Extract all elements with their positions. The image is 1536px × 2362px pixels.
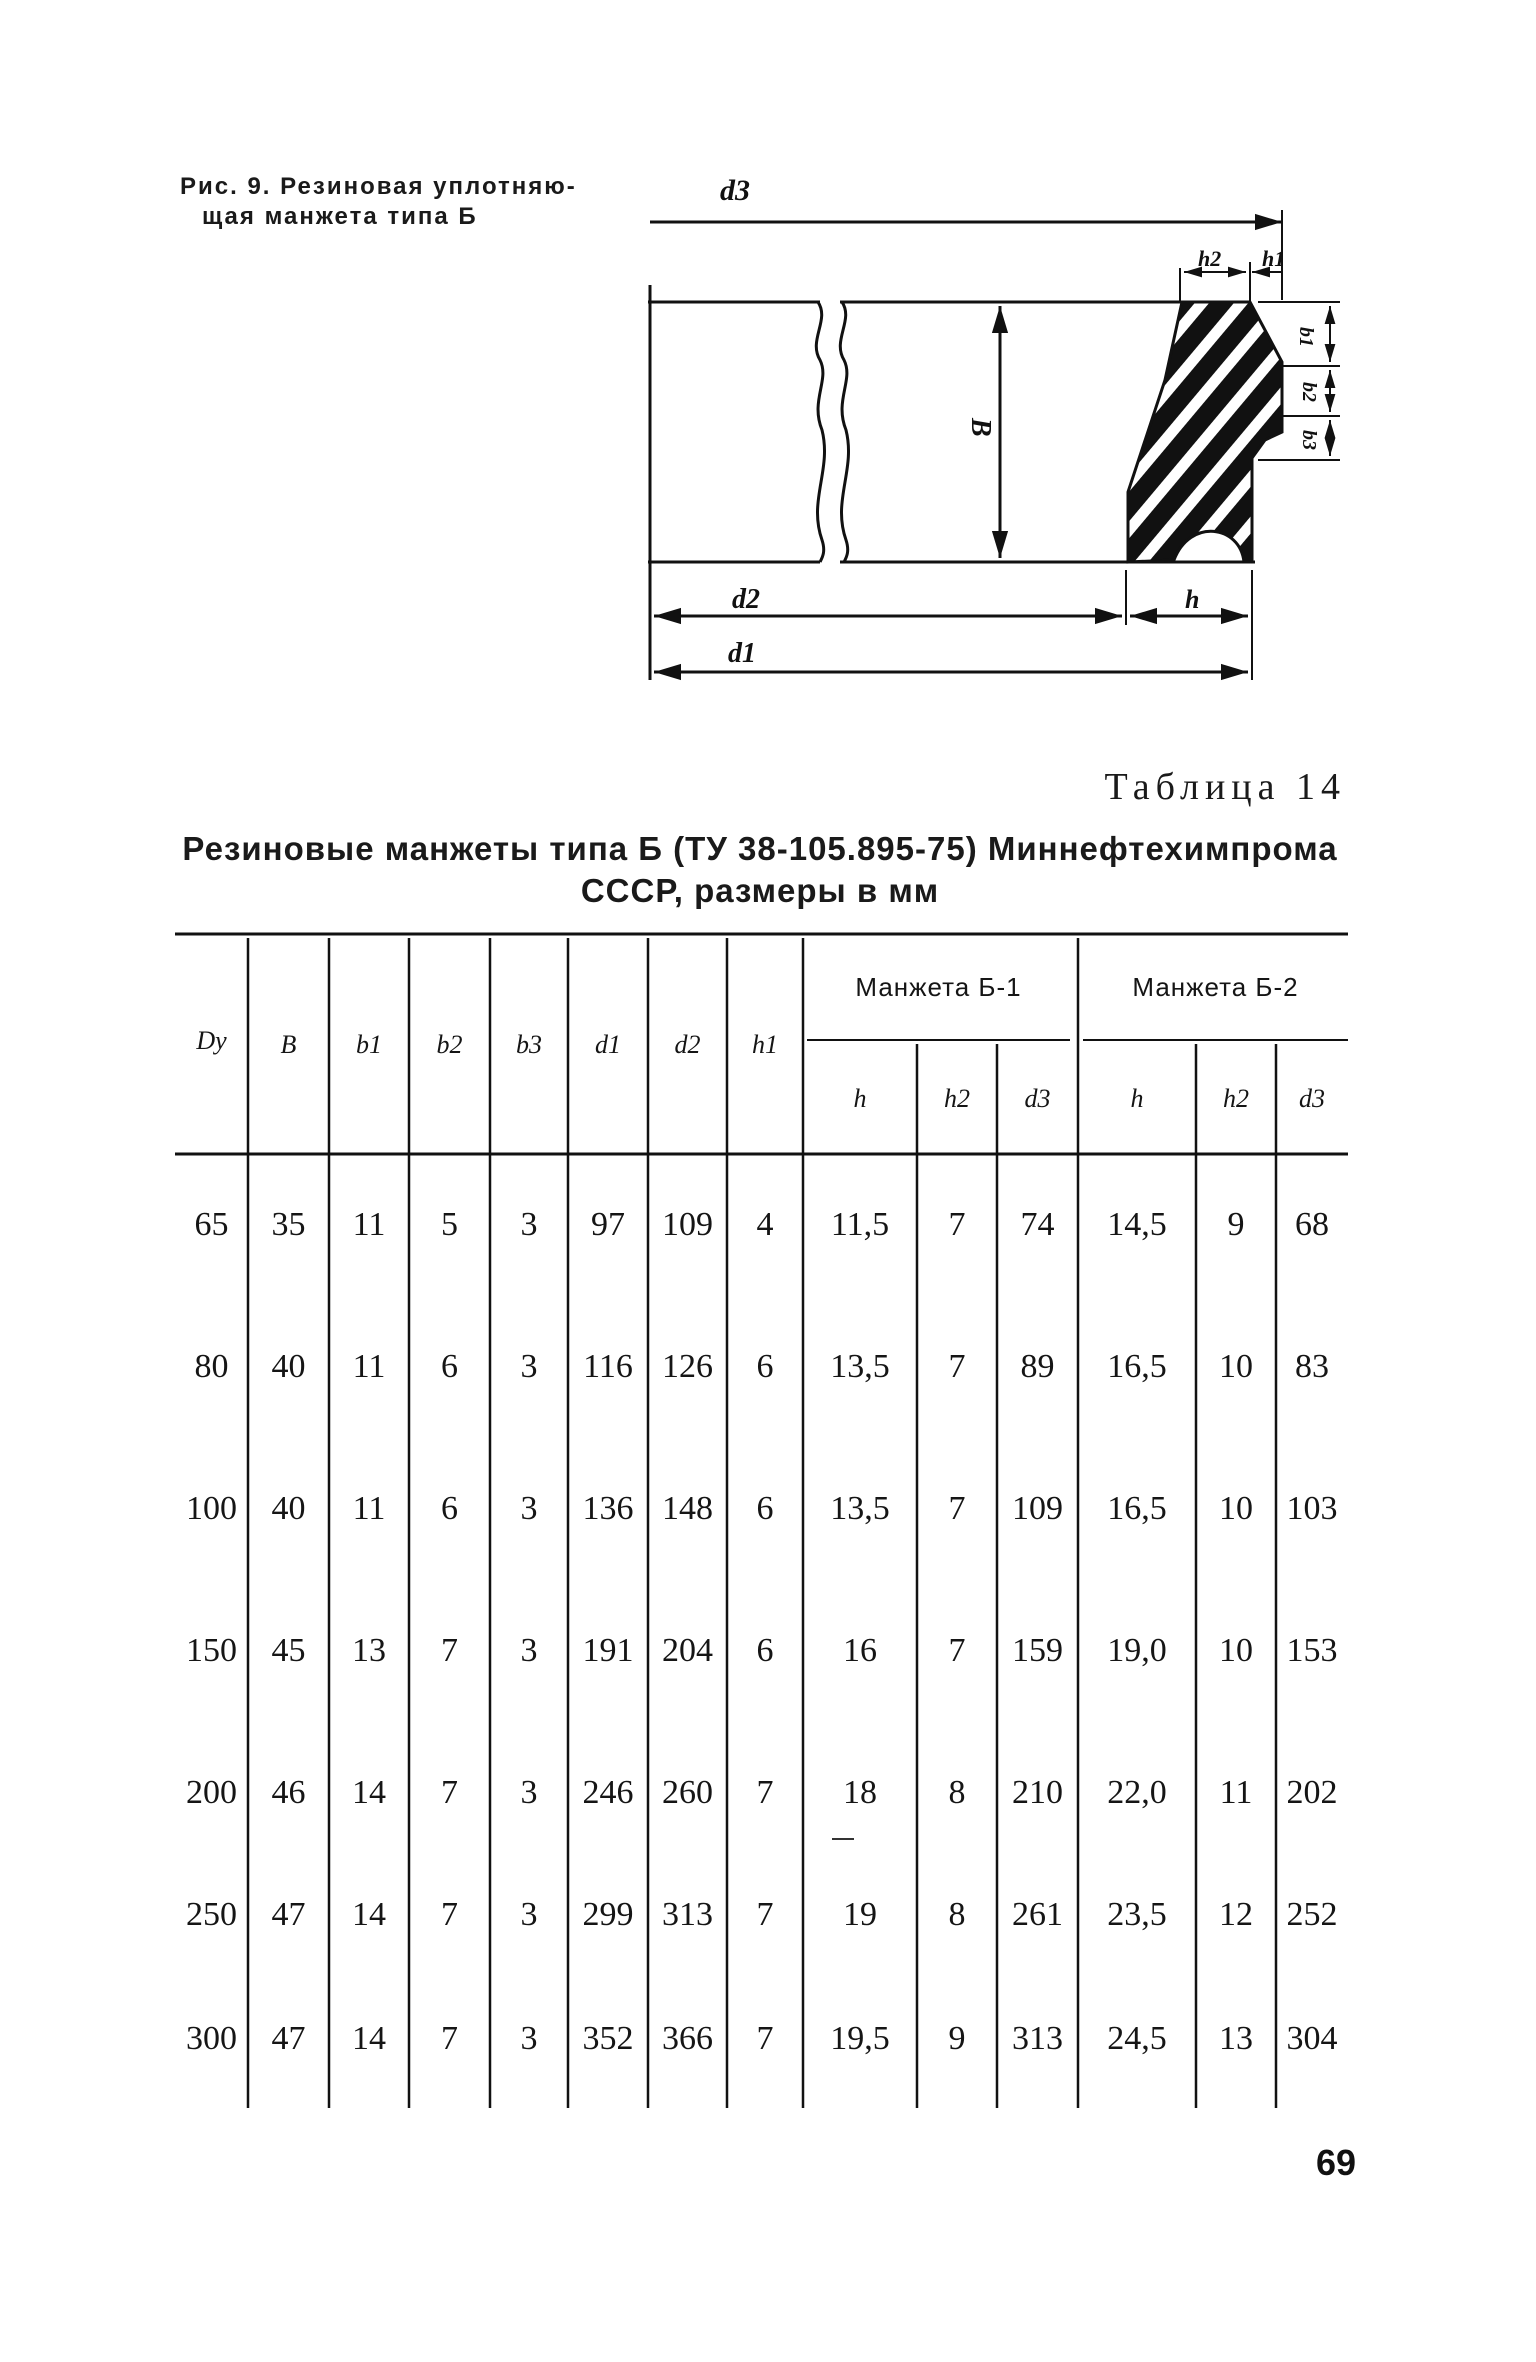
table-cell: 14 xyxy=(352,1774,386,1811)
subheader-b1-d3: d3 xyxy=(1024,1084,1051,1113)
subheader-b2-h: h xyxy=(1130,1084,1144,1113)
table-cell: 8 xyxy=(948,1896,966,1933)
table-cell: 252 xyxy=(1286,1896,1338,1933)
table-cell: 313 xyxy=(1012,2020,1063,2057)
table-cell: 204 xyxy=(662,1632,713,1669)
table-cell: 246 xyxy=(582,1774,634,1811)
table-cell: 16 xyxy=(843,1632,877,1669)
table-cell: 13 xyxy=(1219,2020,1253,2057)
table-cell: 14 xyxy=(352,1896,386,1933)
table-cell: 304 xyxy=(1286,2020,1338,2057)
header-d1: d1 xyxy=(595,1030,621,1059)
header-b3: b3 xyxy=(516,1030,542,1059)
table-cell: 22,0 xyxy=(1107,1774,1167,1811)
table-cell: 7 xyxy=(441,1774,458,1811)
table-cell: 136 xyxy=(582,1490,634,1527)
subheader-b2-h2: h2 xyxy=(1223,1084,1249,1113)
label-b2: b2 xyxy=(1298,382,1320,402)
subheader-b1-h2: h2 xyxy=(944,1084,970,1113)
header-Dy: Dу xyxy=(196,1026,227,1055)
table-cell: 13,5 xyxy=(830,1490,890,1527)
label-d3: d3 xyxy=(720,174,750,207)
table-cell: 9 xyxy=(1227,1206,1245,1243)
label-h2: h2 xyxy=(1198,246,1222,271)
group-header-cuff-b2: Манжета Б-2 xyxy=(1132,972,1299,1002)
label-d2: d2 xyxy=(732,584,760,615)
table-cell: 11 xyxy=(352,1206,386,1243)
table-cell: 3 xyxy=(520,1206,538,1243)
table-cell: 7 xyxy=(948,1206,966,1243)
table-cell: 250 xyxy=(186,1896,237,1933)
table-cell: 153 xyxy=(1286,1632,1338,1669)
table-cell: 299 xyxy=(582,1896,634,1933)
table-cell: 80 xyxy=(194,1348,229,1385)
table-cell: 3 xyxy=(520,1774,538,1811)
table-cell: 300 xyxy=(186,2020,237,2057)
table-cell: 13 xyxy=(352,1632,386,1669)
table-cell: 13,5 xyxy=(830,1348,890,1385)
table-cell: 6 xyxy=(756,1490,774,1527)
table-cell: 6 xyxy=(441,1490,458,1527)
table-cell: 5 xyxy=(441,1206,458,1243)
table-cell: 191 xyxy=(582,1632,634,1669)
table-cell: 24,5 xyxy=(1107,2020,1167,2057)
table-cell: 18 xyxy=(843,1774,877,1811)
subheader-b1-h: h xyxy=(853,1084,867,1113)
table-cell: 7 xyxy=(441,1632,458,1669)
table-cell: 47 xyxy=(271,2020,306,2057)
table-cell: 16,5 xyxy=(1107,1348,1167,1385)
figure-caption-line2: щая манжета типа Б xyxy=(202,203,478,230)
table-cell: 3 xyxy=(520,1490,538,1527)
table-cell: 11 xyxy=(1219,1774,1253,1811)
header-b1: b1 xyxy=(356,1030,382,1059)
table-cell: 126 xyxy=(662,1348,713,1385)
page-number: 69 xyxy=(1315,2142,1356,2183)
table-cell: 313 xyxy=(662,1896,713,1933)
table-cell: 14 xyxy=(352,2020,386,2057)
table-title-line2: СССР, размеры в мм xyxy=(580,872,940,909)
table-cell: 7 xyxy=(948,1490,966,1527)
table-cell: 89 xyxy=(1020,1348,1055,1385)
table-cell: 7 xyxy=(948,1632,966,1669)
table-cell: 116 xyxy=(583,1348,633,1385)
table-cell: 8 xyxy=(948,1774,966,1811)
table-cell: 352 xyxy=(582,2020,634,2057)
header-h1: h1 xyxy=(752,1030,778,1059)
table-cell: 3 xyxy=(520,1896,538,1933)
table-cell: 19,0 xyxy=(1107,1632,1167,1669)
table-cell: 68 xyxy=(1295,1206,1329,1243)
table-cell: 83 xyxy=(1295,1348,1329,1385)
table-cell: 47 xyxy=(271,1896,306,1933)
table-cell: 210 xyxy=(1012,1774,1063,1811)
table-cell: 19,5 xyxy=(830,2020,890,2057)
table-cell: 35 xyxy=(271,1206,306,1243)
header-B: B xyxy=(280,1030,297,1059)
table-cell: 40 xyxy=(271,1348,306,1385)
table-cell: 23,5 xyxy=(1107,1896,1167,1933)
table-cell: 6 xyxy=(756,1632,774,1669)
label-B: B xyxy=(965,418,996,437)
table-cell: 3 xyxy=(520,1632,538,1669)
table-cell: 150 xyxy=(186,1632,237,1669)
table-cell: 200 xyxy=(186,1774,237,1811)
table-cell: 19 xyxy=(843,1896,877,1933)
table-cell: 45 xyxy=(271,1632,306,1669)
table-cell: 109 xyxy=(1012,1490,1063,1527)
table-cell: 11 xyxy=(352,1348,386,1385)
table-cell: 6 xyxy=(441,1348,458,1385)
table-cell: 10 xyxy=(1219,1490,1253,1527)
table-cell: 260 xyxy=(662,1774,713,1811)
table-cell: 12 xyxy=(1219,1896,1253,1933)
table-cell: 7 xyxy=(756,2020,774,2057)
table-cell: 7 xyxy=(756,1774,774,1811)
table-cell: 9 xyxy=(948,2020,966,2057)
table-cell: 10 xyxy=(1219,1632,1253,1669)
table-cell: 7 xyxy=(441,2020,458,2057)
header-b2: b2 xyxy=(436,1030,463,1059)
table-cell: 202 xyxy=(1286,1774,1338,1811)
table-cell: 7 xyxy=(756,1896,774,1933)
group-header-cuff-b1: Манжета Б-1 xyxy=(855,972,1022,1002)
subheader-b2-d3: d3 xyxy=(1299,1084,1325,1113)
label-d1: d1 xyxy=(728,638,756,669)
table-cell: 3 xyxy=(520,2020,538,2057)
table-cell: 6 xyxy=(756,1348,774,1385)
table-cell: 14,5 xyxy=(1107,1206,1167,1243)
row-separator-dash xyxy=(832,1838,854,1840)
table-cell: 7 xyxy=(948,1348,966,1385)
label-h1: h1 xyxy=(1262,246,1286,271)
figure-caption-line1: Рис. 9. Резиновая уплотняю- xyxy=(180,173,577,200)
table-cell: 3 xyxy=(520,1348,538,1385)
table-cell: 11 xyxy=(352,1490,386,1527)
table-cell: 10 xyxy=(1219,1348,1253,1385)
table-cell: 97 xyxy=(591,1206,625,1243)
table-cell: 159 xyxy=(1012,1632,1063,1669)
label-b1: b1 xyxy=(1295,327,1317,347)
table-cell: 74 xyxy=(1020,1206,1055,1243)
table-cell: 103 xyxy=(1286,1490,1338,1527)
table-cell: 109 xyxy=(662,1206,713,1243)
table-cell: 40 xyxy=(271,1490,306,1527)
table-cell: 366 xyxy=(662,2020,713,2057)
table-cell: 7 xyxy=(441,1896,458,1933)
table-cell: 16,5 xyxy=(1107,1490,1167,1527)
table-cell: 100 xyxy=(186,1490,237,1527)
table-cell: 4 xyxy=(756,1206,774,1243)
label-b3: b3 xyxy=(1298,430,1320,450)
table-number: Таблица 14 xyxy=(1104,766,1346,808)
table-cell: 65 xyxy=(194,1206,229,1243)
header-d2: d2 xyxy=(674,1030,701,1059)
table-cell: 261 xyxy=(1012,1896,1063,1933)
label-h: h xyxy=(1185,585,1200,614)
table-cell: 148 xyxy=(662,1490,713,1527)
table-cell: 46 xyxy=(271,1774,306,1811)
table-title-line1: Резиновые манжеты типа Б (ТУ 38-105.895-75) Миннефтехимпрома xyxy=(182,830,1338,867)
table-cell: 11,5 xyxy=(830,1206,890,1243)
